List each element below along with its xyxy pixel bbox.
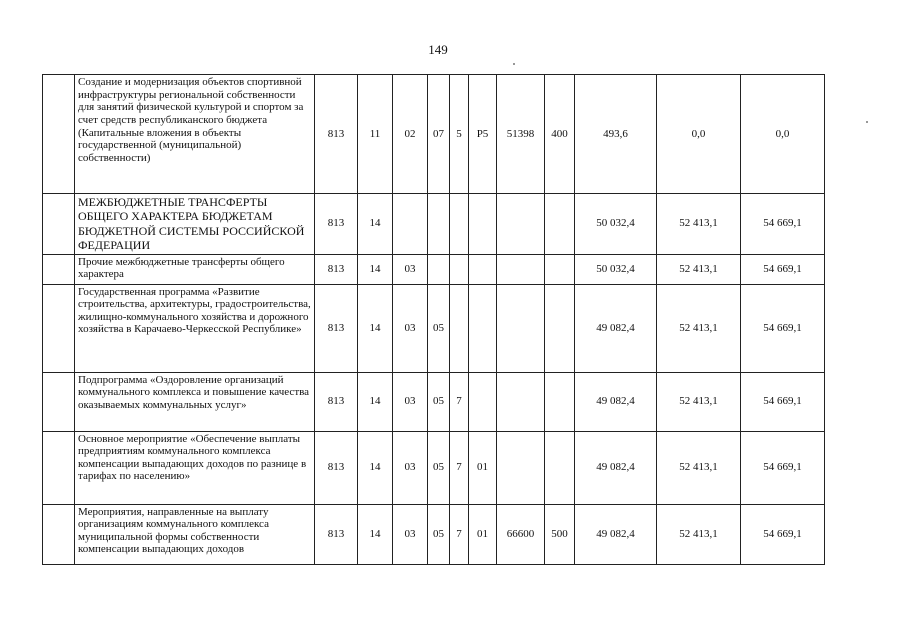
- amount-year-2: 0,0: [657, 75, 741, 194]
- program-code: 05: [428, 431, 450, 504]
- subprogram-code: 7: [450, 431, 469, 504]
- section-code: 14: [358, 431, 393, 504]
- row-index-cell: [43, 75, 75, 194]
- amount-year-3: 54 669,1: [741, 254, 825, 284]
- event-code: 01: [469, 504, 497, 564]
- amount-year-3: 54 669,1: [741, 431, 825, 504]
- table-row: [43, 194, 825, 255]
- event-code: [469, 372, 497, 431]
- amount-year-1: 50 032,4: [575, 254, 657, 284]
- row-description: Создание и модернизация объектов спортивной инфраструктуры региональной собственности для занятий физической культурой и спортом за счет средств республиканского бюджета (Капитальные вложения в объекты государственной (муниципальной) собственности): [75, 75, 315, 194]
- amount-year-2: 52 413,1: [657, 254, 741, 284]
- row-description: Мероприятия, направленные на выплату организациям коммунального комплекса муниципальной формы собственности компенсации выпадающих доходов: [75, 504, 315, 564]
- amount-year-1: 50 032,4: [575, 194, 657, 255]
- scan-speck: [866, 121, 868, 123]
- subsection-code: 03: [393, 284, 428, 372]
- section-code: 14: [358, 284, 393, 372]
- table-row: [43, 431, 825, 504]
- table-row: [43, 75, 825, 194]
- direction-code: [497, 284, 545, 372]
- amount-year-1: 49 082,4: [575, 504, 657, 564]
- section-code: 14: [358, 372, 393, 431]
- row-description: Государственная программа «Развитие строительства, архитектуры, градостроительства, жилищно-коммунального хозяйства и дорожного хозяйства в Карачаево-Черкесской Республике»: [75, 284, 315, 372]
- section-code: 14: [358, 194, 393, 255]
- subprogram-code: [450, 194, 469, 255]
- row-index-cell: [43, 254, 75, 284]
- expense-type-code: [545, 194, 575, 255]
- ministry-code: 813: [315, 372, 358, 431]
- row-index-cell: [43, 372, 75, 431]
- program-code: 05: [428, 284, 450, 372]
- ministry-code: 813: [315, 75, 358, 194]
- table-row: [43, 254, 825, 284]
- subprogram-code: [450, 284, 469, 372]
- event-code: [469, 254, 497, 284]
- ministry-code: 813: [315, 254, 358, 284]
- expense-type-code: [545, 372, 575, 431]
- ministry-code: 813: [315, 284, 358, 372]
- row-index-cell: [43, 284, 75, 372]
- row-index-cell: [43, 504, 75, 564]
- row-index-cell: [43, 431, 75, 504]
- direction-code: [497, 431, 545, 504]
- amount-year-2: 52 413,1: [657, 284, 741, 372]
- expense-type-code: 500: [545, 504, 575, 564]
- row-description: Подпрограмма «Оздоровление организаций коммунального комплекса и повышение качества оказываемых коммунальных услуг»: [75, 372, 315, 431]
- amount-year-1: 49 082,4: [575, 372, 657, 431]
- row-description: Основное мероприятие «Обеспечение выплаты предприятиям коммунального комплекса компенсации выпадающих доходов по разнице в тарифах по населению»: [75, 431, 315, 504]
- subsection-code: 02: [393, 75, 428, 194]
- section-code: 14: [358, 504, 393, 564]
- event-code: [469, 194, 497, 255]
- ministry-code: 813: [315, 504, 358, 564]
- program-code: 07: [428, 75, 450, 194]
- amount-year-1: 49 082,4: [575, 284, 657, 372]
- program-code: 05: [428, 372, 450, 431]
- event-code: 01: [469, 431, 497, 504]
- amount-year-1: 49 082,4: [575, 431, 657, 504]
- ministry-code: 813: [315, 194, 358, 255]
- direction-code: [497, 254, 545, 284]
- subsection-code: [393, 194, 428, 255]
- table-row: [43, 284, 825, 372]
- amount-year-2: 52 413,1: [657, 194, 741, 255]
- scan-speck: [513, 63, 515, 65]
- amount-year-3: 54 669,1: [741, 372, 825, 431]
- subsection-code: 03: [393, 431, 428, 504]
- row-description: МЕЖБЮДЖЕТНЫЕ ТРАНСФЕРТЫ ОБЩЕГО ХАРАКТЕРА БЮДЖЕТАМ БЮДЖЕТНОЙ СИСТЕМЫ РОССИЙСКОЙ ФЕДЕРАЦИИ: [75, 194, 315, 255]
- amount-year-3: 54 669,1: [741, 284, 825, 372]
- subprogram-code: 7: [450, 372, 469, 431]
- expense-type-code: [545, 254, 575, 284]
- event-code: [469, 284, 497, 372]
- table-row: [43, 504, 825, 564]
- row-description: Прочие межбюджетные трансферты общего характера: [75, 254, 315, 284]
- program-code: [428, 254, 450, 284]
- amount-year-1: 493,6: [575, 75, 657, 194]
- subsection-code: 03: [393, 504, 428, 564]
- subsection-code: 03: [393, 254, 428, 284]
- subprogram-code: [450, 254, 469, 284]
- subprogram-code: 5: [450, 75, 469, 194]
- section-code: 11: [358, 75, 393, 194]
- direction-code: 51398: [497, 75, 545, 194]
- event-code: Р5: [469, 75, 497, 194]
- program-code: [428, 194, 450, 255]
- section-code: 14: [358, 254, 393, 284]
- amount-year-2: 52 413,1: [657, 504, 741, 564]
- amount-year-3: 54 669,1: [741, 194, 825, 255]
- direction-code: 66600: [497, 504, 545, 564]
- direction-code: [497, 194, 545, 255]
- amount-year-2: 52 413,1: [657, 431, 741, 504]
- amount-year-2: 52 413,1: [657, 372, 741, 431]
- budget-table-body: [43, 75, 825, 565]
- program-code: 05: [428, 504, 450, 564]
- ministry-code: 813: [315, 431, 358, 504]
- page-number: 149: [428, 42, 448, 57]
- budget-table: [42, 74, 825, 565]
- expense-type-code: [545, 284, 575, 372]
- amount-year-3: 0,0: [741, 75, 825, 194]
- expense-type-code: [545, 431, 575, 504]
- subprogram-code: 7: [450, 504, 469, 564]
- subsection-code: 03: [393, 372, 428, 431]
- expense-type-code: 400: [545, 75, 575, 194]
- table-row: [43, 372, 825, 431]
- direction-code: [497, 372, 545, 431]
- amount-year-3: 54 669,1: [741, 504, 825, 564]
- row-index-cell: [43, 194, 75, 255]
